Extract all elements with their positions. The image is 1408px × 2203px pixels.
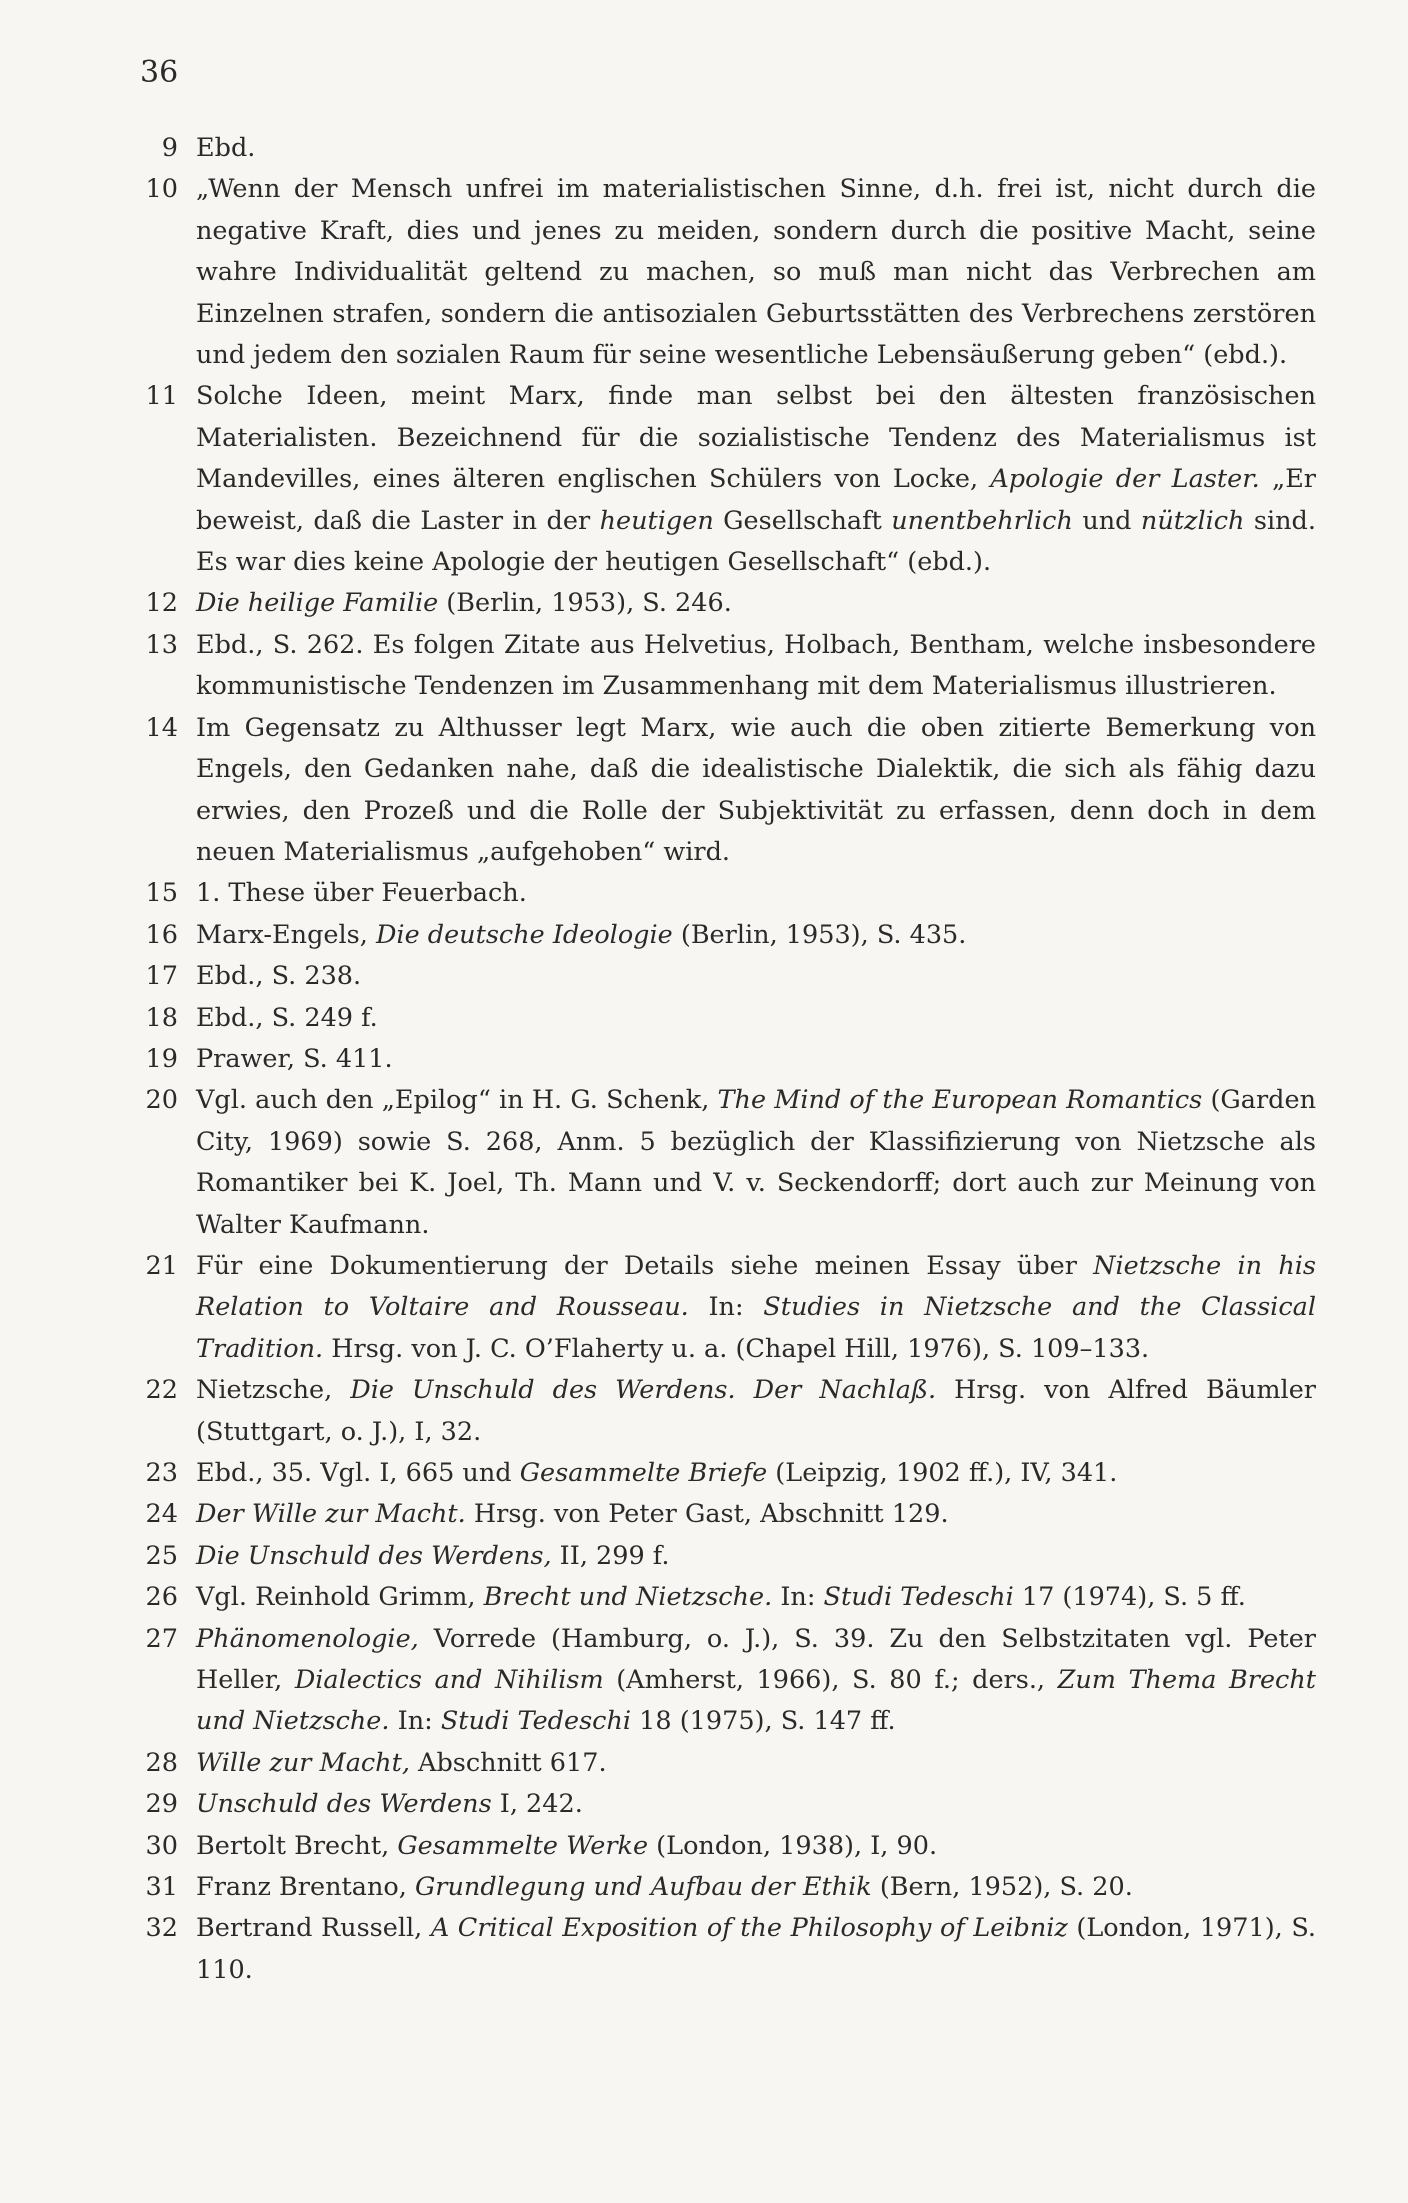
endnote-text-segment: II, 299 f.	[551, 1540, 670, 1571]
endnote-14	[132, 708, 1316, 874]
endnote-text	[196, 1370, 1316, 1453]
endnote-text-segment: Ebd., S. 238.	[196, 961, 362, 992]
endnote-25	[132, 1536, 1316, 1577]
endnote-number: 13	[145, 629, 178, 660]
endnote-text-segment: (Garden City, 1969) sowie S. 268, Anm. 5 bezüglich der Klassifizierung von Nietzsche als Romantiker bei K. Joel, Th. Mann und V. v. Seckendorff; dort auch zur Meinung von Walter Kaufmann.	[196, 1085, 1317, 1240]
endnote-text-segment: (Bern, 1952), S. 20.	[871, 1872, 1133, 1903]
endnote-italic-title: Die Unschuld des Werdens,	[196, 1540, 552, 1571]
endnote-number: 26	[145, 1582, 178, 1613]
endnote-23	[132, 1453, 1316, 1494]
endnote-20	[132, 1080, 1316, 1246]
endnote-italic-title: heutigen	[599, 505, 714, 536]
endnote-number: 23	[145, 1458, 178, 1488]
endnote-number: 27	[145, 1623, 178, 1654]
endnote-text	[196, 1826, 1316, 1867]
endnote-italic-title: Unschuld des Werdens	[196, 1789, 492, 1820]
endnote-text	[196, 1908, 1316, 1991]
endnote-italic-title: Der Wille zur Macht.	[196, 1499, 466, 1530]
endnote-text-segment: und	[1072, 505, 1141, 536]
endnote-number: 19	[145, 1043, 178, 1074]
endnote-number: 18	[145, 1002, 178, 1033]
endnote-text	[196, 956, 1316, 997]
endnote-text-segment: I, 242.	[491, 1789, 583, 1820]
endnote-italic-title: unentbehrlich	[891, 505, 1073, 536]
endnote-9	[132, 128, 1316, 169]
endnote-text-segment: (Berlin, 1953), S. 246.	[438, 588, 732, 619]
endnote-text-segment: Nietzsche,	[196, 1375, 351, 1406]
endnote-italic-title: The Mind of the European Romantics	[717, 1085, 1203, 1116]
endnote-number: 32	[145, 1913, 178, 1944]
endnote-italic-title: Zum Thema Brecht und Nietzsche.	[196, 1665, 1316, 1737]
endnote-italic-title: Die heilige Familie	[196, 588, 439, 619]
endnote-26	[132, 1577, 1316, 1618]
endnote-text-segment: Ebd., 35. Vgl. I, 665 und	[196, 1458, 520, 1488]
endnote-italic-title: Studi Tedeschi	[823, 1582, 1014, 1613]
endnote-21	[132, 1246, 1316, 1370]
endnote-number: 11	[145, 381, 178, 412]
endnote-italic-title: Phänomenologie,	[196, 1623, 419, 1654]
endnote-text-segment: In:	[688, 1292, 764, 1323]
endnote-italic-title: Gesammelte Werke	[397, 1830, 649, 1861]
endnote-text-segment: Für eine Dokumentierung der Details siehe meinen Essay über	[196, 1250, 1094, 1281]
endnote-number: 28	[145, 1747, 178, 1778]
endnote-text	[196, 915, 1316, 956]
endnote-text	[196, 998, 1316, 1039]
endnote-text-segment: Solche Ideen, meint Marx, finde man selbst bei den ältesten französischen Materialisten. Bezeichnend für die sozialistische Tendenz des Materialismus ist Mandevilles, eines älteren englischen Schülers von Locke,	[196, 381, 1316, 495]
endnote-11	[132, 376, 1316, 583]
endnote-18	[132, 998, 1316, 1039]
endnote-text-segment: Ebd., S. 249 f.	[196, 1002, 378, 1033]
endnote-text-segment: Vgl. auch den „Epilog“ in H. G. Schenk,	[196, 1085, 718, 1116]
endnote-text	[196, 128, 1316, 169]
endnote-text-segment: „Er beweist, daß die Laster in der	[196, 464, 1316, 536]
endnote-text	[196, 583, 1316, 624]
endnote-italic-title: Wille zur Macht,	[196, 1747, 410, 1778]
endnote-text-segment: 17 (1974), S. 5 ff.	[1013, 1582, 1246, 1613]
endnote-text-segment: 1. These über Feuerbach.	[196, 878, 527, 909]
endnote-text-segment: 18 (1975), S. 147 ff.	[631, 1706, 896, 1737]
endnote-number: 21	[145, 1250, 178, 1281]
endnote-number: 16	[145, 919, 178, 950]
endnote-28	[132, 1743, 1316, 1784]
endnote-text	[196, 708, 1316, 874]
endnote-12	[132, 583, 1316, 624]
endnote-text	[196, 1080, 1316, 1246]
endnote-number: 25	[145, 1540, 178, 1571]
endnote-text-segment: Im Gegensatz zu Althusser legt Marx, wie auch die oben zitierte Bemerkung von Engels, den Gedanken nahe, daß die idealistische Dialektik, die sich als fähig dazu erwies, den Prozeß und die Rolle der Subjektivität zu erfassen, denn doch in dem neuen Materialismus „aufgehoben“ wird.	[196, 712, 1316, 867]
endnote-number: 10	[145, 174, 178, 205]
endnote-number: 29	[145, 1789, 178, 1820]
endnote-text-segment: (Berlin, 1953), S. 435.	[672, 919, 967, 950]
endnote-text-segment: Ebd., S. 262. Es folgen Zitate aus Helvetius, Holbach, Bentham, welche insbesondere kommunistische Tendenzen im Zusammenhang mit dem Materialismus illustrieren.	[196, 629, 1316, 702]
endnote-italic-title: Nietzsche in his Relation to Voltaire and Rousseau.	[196, 1250, 1317, 1323]
endnote-number: 12	[145, 588, 178, 619]
endnote-30	[132, 1826, 1316, 1867]
endnote-text-segment: Gesellschaft	[713, 505, 892, 536]
endnote-number: 9	[161, 133, 178, 163]
endnote-number: 14	[145, 712, 178, 743]
endnote-text-segment: Vorrede (Hamburg, o. J.), S. 39. Zu den Selbstzitaten vgl. Peter Heller,	[196, 1623, 1316, 1696]
endnote-italic-title: Die deutsche Ideologie	[375, 919, 673, 950]
endnote-text-segment: Franz Brentano,	[196, 1872, 415, 1903]
endnote-text-segment: (Leipzig, 1902 ff.), IV, 341.	[767, 1458, 1118, 1488]
endnote-15	[132, 873, 1316, 914]
endnote-italic-title: Gesammelte Briefe	[519, 1458, 768, 1488]
endnote-text-segment: Ebd.	[196, 133, 256, 163]
endnote-italic-title: nützlich	[1140, 505, 1245, 536]
page-number: 36	[140, 55, 179, 90]
endnote-text	[196, 1494, 1316, 1535]
endnote-text-segment: Hrsg. von Alfred Bäumler (Stuttgart, o. J.), I, 32.	[196, 1375, 1316, 1447]
endnote-text-segment: Marx-Engels,	[196, 919, 376, 950]
endnote-31	[132, 1867, 1316, 1908]
endnote-text	[196, 376, 1316, 583]
endnote-17	[132, 956, 1316, 997]
endnote-22	[132, 1370, 1316, 1453]
endnote-text	[196, 1867, 1316, 1908]
endnote-italic-title: Apologie der Laster.	[990, 464, 1260, 495]
endnote-text	[196, 873, 1316, 914]
endnote-text	[196, 1577, 1316, 1618]
endnote-text	[196, 1784, 1316, 1825]
endnote-italic-title: Grundlegung und Aufbau der Ethik	[414, 1872, 872, 1903]
endnote-text-segment: Hrsg. von J. C. O’Flaherty u. a. (Chapel Hill, 1976), S. 109–133.	[323, 1333, 1150, 1364]
endnote-number: 30	[145, 1830, 178, 1861]
endnote-text	[196, 625, 1316, 708]
endnotes-list	[132, 128, 1316, 1991]
endnote-text	[196, 1619, 1316, 1743]
endnote-19	[132, 1039, 1316, 1080]
endnote-italic-title: Die Unschuld des Werdens. Der Nachlaß.	[350, 1375, 937, 1406]
endnote-number: 20	[145, 1085, 178, 1116]
endnote-text-segment: Vgl. Reinhold Grimm,	[196, 1582, 484, 1613]
endnote-27	[132, 1619, 1316, 1743]
endnote-text-segment: Hrsg. von Peter Gast, Abschnitt 129.	[465, 1499, 949, 1530]
endnote-text-segment: (Amherst, 1966), S. 80 f.; ders.,	[603, 1665, 1058, 1696]
endnote-number: 31	[145, 1872, 178, 1903]
endnote-24	[132, 1494, 1316, 1535]
endnote-text	[196, 1743, 1316, 1784]
endnote-16	[132, 915, 1316, 956]
endnote-italic-title: Studies in Nietzsche and the Classical Tradition.	[196, 1292, 1316, 1364]
endnote-text-segment: Abschnitt 617.	[409, 1747, 607, 1778]
endnote-text-segment: „Wenn der Mensch unfrei im materialistischen Sinne, d.h. frei ist, nicht durch die negative Kraft, dies und jenes zu meiden, sondern durch die positive Macht, seine wahre Individualität geltend zu machen, so muß man nicht das Verbrechen am Einzelnen strafen, sondern die antisozialen Geburtsstätten des Verbrechens zerstören und jedem den sozialen Raum für seine wesentliche Lebensäußerung geben“ (ebd.).	[196, 174, 1316, 371]
endnote-number: 15	[145, 878, 178, 909]
endnote-italic-title: Dialectics and Nihilism	[294, 1665, 604, 1696]
endnote-32	[132, 1908, 1316, 1991]
endnote-13	[132, 625, 1316, 708]
endnote-italic-title: A Critical Exposition of the Philosophy of Leibniz	[430, 1913, 1068, 1944]
endnote-text-segment: Bertolt Brecht,	[196, 1830, 398, 1861]
endnote-text	[196, 169, 1316, 376]
endnote-text-segment: (London, 1971), S. 110.	[196, 1913, 1316, 1985]
endnote-text	[196, 1536, 1316, 1577]
endnote-text-segment: Bertrand Russell,	[196, 1913, 431, 1944]
endnote-10	[132, 169, 1316, 376]
endnote-text-segment: sind. Es war dies keine Apologie der heutigen Gesellschaft“ (ebd.).	[196, 505, 1316, 578]
endnote-text-segment: In:	[389, 1706, 441, 1737]
endnote-italic-title: Studi Tedeschi	[440, 1706, 632, 1737]
endnote-text-segment: Prawer, S. 411.	[196, 1043, 393, 1074]
endnote-number: 24	[145, 1499, 178, 1530]
endnote-29	[132, 1784, 1316, 1825]
endnote-text	[196, 1039, 1316, 1080]
endnote-italic-title: Brecht und Nietzsche.	[483, 1582, 773, 1613]
endnote-text-segment: In:	[772, 1582, 824, 1613]
endnote-text	[196, 1453, 1316, 1494]
endnote-number: 17	[145, 961, 178, 992]
endnote-text-segment: (London, 1938), I, 90.	[648, 1830, 938, 1861]
endnote-number: 22	[145, 1375, 178, 1406]
endnote-text	[196, 1246, 1316, 1370]
